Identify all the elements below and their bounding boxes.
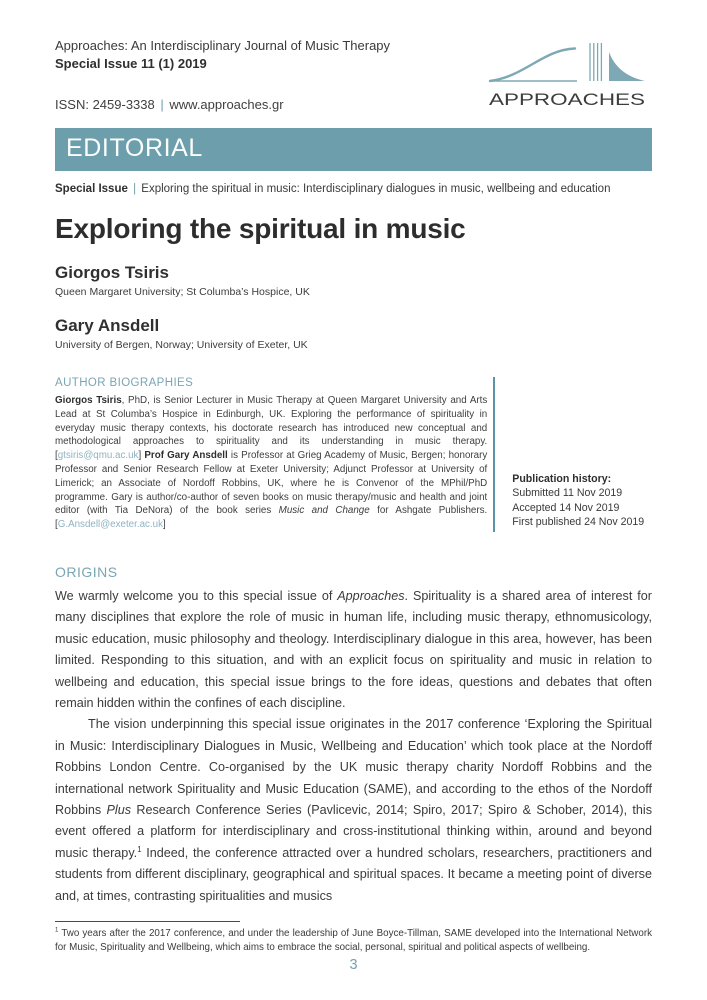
journal-title: Approaches: An Interdisciplinary Journal of Music Therapy (55, 38, 391, 53)
special-issue-label: Special Issue (55, 183, 128, 195)
author-block (55, 263, 652, 298)
author-biographies-column (55, 377, 487, 532)
publication-history-line: Accepted 14 Nov 2019 (512, 501, 620, 514)
email-link-ansdell[interactable]: G.Ansdell@exeter.ac.uk (57, 519, 163, 531)
footnote-rule (55, 921, 240, 922)
publication-history-line: First published 24 Nov 2019 (512, 516, 645, 529)
header (55, 30, 652, 112)
author-block (55, 316, 652, 351)
issn-separator: | (160, 97, 164, 112)
issn-line (55, 97, 390, 112)
author-affiliation: University of Bergen, Norway; University of Exeter, UK (55, 339, 308, 351)
subtitle-text: Exploring the spiritual in music: Interdisciplinary dialogues in music, wellbeing and education (141, 183, 611, 195)
author-name: Giorgos Tsiris (55, 263, 169, 282)
website-link[interactable]: www.approaches.gr (169, 97, 284, 112)
vertical-divider (493, 377, 495, 532)
author-biographies-heading: AUTHOR BIOGRAPHIES (55, 377, 194, 389)
author-name: Gary Ansdell (55, 316, 160, 335)
approaches-logo (482, 30, 652, 110)
body-paragraph-2: The vision underpinning this special issue originates in the 2017 conference ‘Exploring the Spiritual in Music: Interdisciplinary Dialogues in Music, Wellbeing and Education’ which took place at the Nordoff Robbins London Centre. Co-organised by the UK music therapy charity Nordoff Robbins and the international network Spirituality and Music Education (SAME), and according to the ethos of the Nordoff Robbins Plus Research Conference Series (Pavlicevic, 2014; Spiro, 2017; Spiro & Schober, 2014), this event offered a platform for interdisciplinary and cross-institutional thinking within, around and beyond music therapy.$^1$ Indeed, the conference attracted over a hundred scholars, researchers, practitioners and students from different disciplinary, geographical and spiritual spaces. It became a meeting point of diverse and, at times, contrasting spiritualities and musics (55, 717, 652, 903)
publication-history (512, 472, 652, 532)
logo-wordmark: APPROACHES (489, 90, 645, 109)
footnote-text: $^1$ Two years after the 2017 conference, and under the leadership of June Boyce-Tillman, SAME developed into the International Network for Music, Spirituality and Wellbeing, which aims to embrace the social, personal, spiritual and political aspects of wellbeing. (55, 927, 652, 953)
body-paragraph-1: We warmly welcome you to this special issue of Approaches. Spirituality is a shared area of interest for many disciplines that explore the role of music in human life, including music therapy, ethnomusicology, music education, music philosophy and theology. Interdisciplinary dialogue in this area, however, has been limited. Responding to this situation, and with an explicit focus on spirituality and music in relation to wellbeing and education, this special issue brings to the fore ideas, questions and debates that often remain hidden within the confines of each discipline. (55, 588, 652, 710)
editorial-banner (55, 128, 652, 171)
origins-heading: ORIGINS (55, 563, 118, 580)
publication-history-line: Submitted 11 Nov 2019 (512, 487, 623, 500)
subtitle-separator: | (133, 183, 137, 195)
author-affiliation: Queen Margaret University; St Columba’s Hospice, UK (55, 286, 310, 298)
issn-label: ISSN: 2459-3338 (55, 97, 155, 112)
email-link-tsiris[interactable]: gtsiris@qmu.ac.uk (57, 450, 139, 462)
editorial-banner-label: EDITORIAL (66, 134, 203, 162)
approaches-logo-icon (482, 30, 652, 110)
page-number: 3 (349, 957, 358, 973)
page-title: Exploring the spiritual in music (55, 213, 466, 244)
author-biographies-text: Giorgos Tsiris, PhD, is Senior Lecturer in Music Therapy at Queen Margaret University and Arts Lead at St Columba’s Hospice in Edinburgh, UK. Exploring the performance of spirituality in everyday music therapy contexts, his doctorate research has introduced new conceptual and methodological approaches to spirituality and its understanding in music therapy. [gtsiris@qmu.ac.uk] Prof Gary Ansdell is Professor at Grieg Academy of Music, Bergen; honorary Professor and Senior Research Fellow at Exeter University; Adjunct Professor at University of Limerick; an Associate of Nordoff Robbins, UK, where he is Convenor of the MPhil/PhD programme. Gary is author/co-author of seven books on music therapy/music and health and joint editor (with Tia DeNora) of the book series Music and Change for Ashgate Publishers. [G.Ansdell@exeter.ac.uk] (55, 395, 488, 531)
publication-history-heading: Publication history: (512, 472, 612, 485)
header-text-block (55, 30, 390, 112)
special-issue-subtitle (55, 183, 652, 195)
author-biographies-section (55, 377, 652, 532)
issue-label: Special Issue 11 (1) 2019 (55, 56, 207, 71)
origins-section (55, 564, 652, 907)
